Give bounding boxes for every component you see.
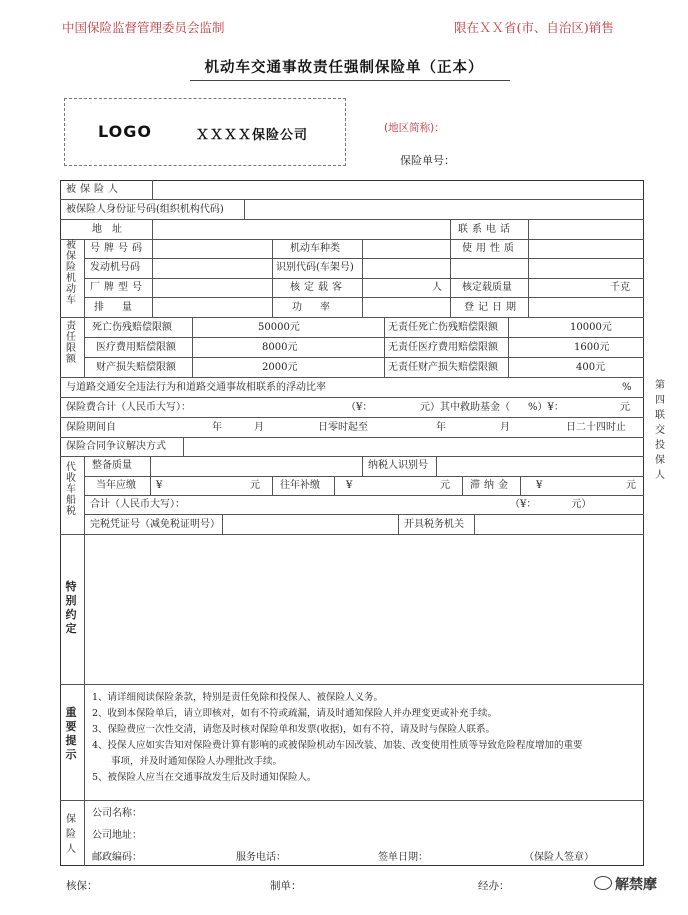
load-label: 核定载质量 [462, 282, 512, 293]
row-divider [60, 456, 644, 457]
displacement-label: 排 量 [94, 302, 136, 313]
column-divider [152, 180, 153, 199]
row-divider [60, 417, 644, 418]
vin-label: 识别代码(车架号) [276, 262, 354, 273]
curb-weight-label: 整备质量 [92, 460, 132, 471]
special-agreement-label: 特别约定 [65, 580, 77, 635]
insured-id-label: 被保险人身份证号码(组织机构代码) [66, 204, 224, 215]
row-divider [84, 514, 644, 515]
tax-exempt-label: 完税凭证号（减免税证明号） [90, 519, 220, 530]
medical-limit-label: 医疗费用赔偿限额 [96, 342, 176, 353]
row-divider [84, 278, 644, 279]
row-divider [60, 534, 644, 535]
row-divider [84, 258, 644, 259]
column-divider [152, 219, 153, 317]
document-title: 机动车交通事故责任强制保险单（正本） [204, 59, 484, 76]
back-tax-yen: ¥ [346, 480, 353, 491]
medical-limit-value: 8000元 [262, 342, 298, 353]
column-divider [528, 219, 529, 317]
row-divider [60, 437, 644, 438]
seats-label: 核定载客 [290, 282, 346, 293]
nf-death-limit-label: 无责任死亡伤残赔偿限额 [388, 322, 498, 333]
period-day-to: 日二十四时止 [566, 422, 626, 433]
model-label: 厂牌型号 [90, 282, 146, 293]
period-year-to: 年 [436, 422, 446, 433]
late-fee-label: 滞纳金 [470, 480, 512, 491]
premium-fund-pct: %）¥： [528, 402, 564, 413]
seats-unit: 人 [432, 282, 442, 293]
premium-yen-open: （¥： [346, 402, 373, 413]
late-fee-yen: ¥ [536, 480, 543, 491]
column-divider [150, 456, 151, 496]
row-divider [84, 337, 644, 338]
tax-section-label: 代收车船税 [66, 462, 76, 517]
insurer-postcode-label: 邮政编码： [92, 852, 142, 863]
note-item: 3、保险费应一次性交清，请您及时核对保险单和发票(收据)，如有不符，请及时与保险人联系。 [92, 724, 495, 735]
current-year-yen: ¥ [156, 480, 163, 491]
limits-section-label: 责任限额 [66, 321, 76, 365]
premium-yuan: 元 [620, 402, 630, 413]
note-item: 事项，并及时通知保险人办理批改手续。 [92, 756, 283, 767]
column-divider [362, 456, 363, 476]
footer-check-label: 核保： [66, 880, 98, 892]
column-divider [508, 317, 509, 377]
note-item: 2、收到本保险单后，请立即核对，如有不符或疏漏，请及时通知保险人并办理变更或补充手续。 [92, 708, 498, 719]
period-from-label: 保险期间自 [66, 422, 116, 433]
column-divider [520, 476, 521, 495]
important-notes-label: 重要提示 [65, 706, 77, 761]
dispute-label: 保险合同争议解决方式 [66, 441, 166, 452]
row-divider [60, 317, 644, 318]
wechat-icon [594, 876, 612, 890]
usage-label: 使用性质 [462, 243, 518, 254]
late-fee-yuan: 元 [626, 480, 636, 491]
column-divider [436, 456, 437, 476]
period-day-from: 日零时起至 [318, 422, 368, 433]
row-divider [60, 377, 644, 378]
plate-label: 号牌号码 [90, 243, 146, 254]
nf-death-limit-value: 10000元 [570, 322, 612, 333]
nf-medical-limit-value: 1600元 [574, 342, 610, 353]
period-year-from: 年 [212, 422, 222, 433]
column-divider [272, 239, 273, 317]
insurer-section-label: 保险人 [66, 814, 76, 855]
column-divider [474, 514, 475, 534]
column-divider [244, 199, 245, 219]
company-logo: LOGO [98, 122, 152, 141]
important-notes-list [92, 690, 642, 786]
column-divider [183, 437, 184, 456]
engine-label: 发动机号码 [90, 262, 140, 273]
column-divider [222, 514, 223, 534]
float-ratio-pct: % [622, 382, 632, 393]
footer-prepare-label: 制单： [270, 880, 302, 892]
back-tax-label: 往年补缴 [280, 480, 320, 491]
footer-handle-label: 经办： [478, 880, 510, 892]
address-label: 地 址 [92, 224, 122, 235]
column-divider [192, 317, 193, 377]
death-limit-label: 死亡伤残赔偿限额 [92, 322, 172, 333]
insurer-company-label: 公司名称： [92, 808, 142, 819]
row-divider [84, 297, 644, 298]
power-label: 功 率 [292, 302, 334, 313]
note-item: 4、投保人应如实告知对保险费计算有影响的或被保险机动车因改装、加装、改变使用性质等导致危险程度增加的重要 [92, 740, 583, 751]
column-divider [384, 317, 385, 377]
note-item: 1、请详细阅读保险条款，特别是责任免除和投保人、被保险人义务。 [92, 692, 384, 703]
row-divider [60, 239, 644, 240]
vehicle-section-label: 被保险机动车 [66, 240, 76, 306]
column-divider [272, 476, 273, 495]
copy-designation-note: 第四联 交投保人 [655, 380, 675, 481]
premium-total-label: 保险费合计（人民币大写）： [66, 402, 191, 413]
policy-number-label: 保险单号： [400, 154, 455, 167]
row-divider [60, 684, 644, 685]
period-month-to: 月 [500, 422, 510, 433]
column-divider [334, 476, 335, 495]
vehicle-type-label: 机动车种类 [290, 243, 340, 254]
current-year-tax-label: 当年应缴 [96, 480, 136, 491]
insured-name-label: 被保险人 [66, 184, 122, 195]
taxpayer-id-label: 纳税人识别号 [368, 460, 428, 471]
supervision-note: 中国保险监督管理委员会监制 [62, 20, 225, 35]
phone-label: 联系电话 [458, 224, 514, 235]
column-divider [362, 239, 363, 317]
watermark-text: 解禁摩 [615, 877, 657, 893]
nf-property-limit-value: 400元 [576, 362, 606, 373]
column-divider [450, 219, 451, 317]
column-divider [84, 456, 85, 866]
current-year-yuan: 元 [250, 480, 260, 491]
death-limit-value: 50000元 [258, 322, 300, 333]
sale-region-note: 限在ＸＸ省(市、自治区)销售 [454, 20, 614, 35]
nf-medical-limit-label: 无责任医疗费用赔偿限额 [388, 342, 498, 353]
row-divider [84, 495, 644, 496]
insurer-service-phone-label: 服务电话： [236, 852, 286, 863]
period-month-from: 月 [254, 422, 264, 433]
row-divider [60, 219, 644, 220]
watermark [594, 874, 657, 894]
tax-total-figure: （¥： 元） [510, 499, 592, 510]
reg-date-label: 登记日期 [464, 302, 520, 313]
insurer-sign-date-label: 签单日期： [378, 852, 428, 863]
insurer-seal-label: （保险人签章） [524, 852, 594, 863]
note-item: 5、被保险人应当在交通事故发生后及时通知保险人。 [92, 772, 317, 783]
property-limit-value: 2000元 [262, 362, 298, 373]
tax-office-label: 开具税务机关 [404, 519, 464, 530]
row-divider [84, 357, 644, 358]
float-ratio-label: 与道路交通安全违法行为和道路交通事故相联系的浮动比率 [66, 382, 326, 393]
region-label: (地区简称)： [384, 122, 445, 134]
row-divider [60, 800, 644, 801]
company-name: ＸＸＸＸ保险公司 [196, 128, 309, 143]
back-tax-yuan: 元 [440, 480, 450, 491]
column-divider [462, 476, 463, 495]
tax-total-label: 合计（人民币大写）： [90, 499, 185, 510]
row-divider [60, 397, 644, 398]
premium-fund-label: 元）其中救助基金（ [420, 402, 510, 413]
row-divider [60, 199, 644, 200]
insurer-address-label: 公司地址： [92, 830, 142, 841]
column-divider [84, 239, 85, 377]
nf-property-limit-label: 无责任财产损失赔偿限额 [388, 362, 498, 373]
load-unit: 千克 [610, 282, 630, 293]
property-limit-label: 财产损失赔偿限额 [96, 362, 176, 373]
column-divider [398, 514, 399, 534]
row-divider [84, 476, 644, 477]
title-underline [190, 80, 510, 81]
